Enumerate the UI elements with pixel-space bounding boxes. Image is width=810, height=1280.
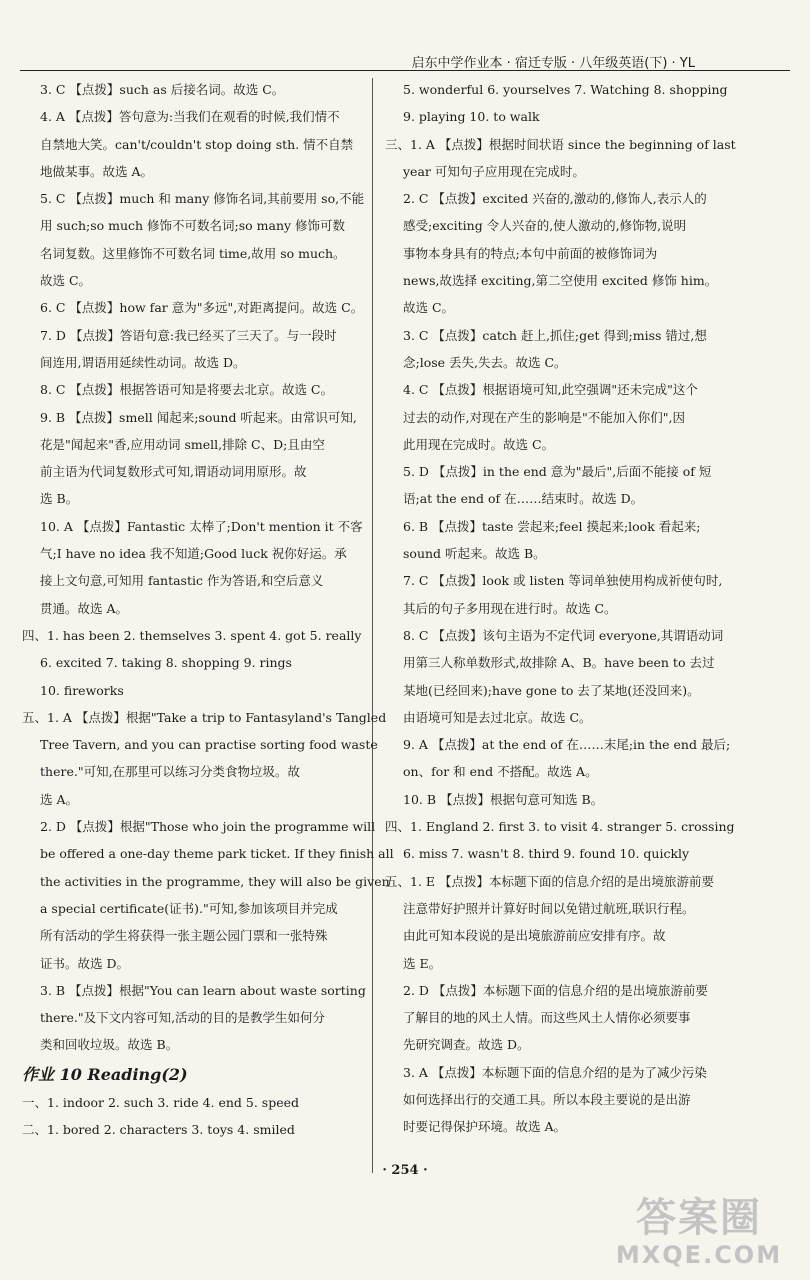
answer-line: 9. A 【点拨】at the end of 在……末尾;in the end 最后; [403, 737, 731, 753]
page-number: · 254 · [382, 1163, 428, 1178]
answer-line: 用 such;so much 修饰不可数名词;so many 修饰可数 [40, 218, 346, 234]
answer-line: 先研究调查。故选 D。 [403, 1037, 530, 1053]
answer-line: 五、1. E 【点拨】本标题下面的信息介绍的是出境旅游前要 [385, 873, 714, 889]
answer-line: 9. playing 10. to walk [403, 109, 540, 125]
watermark-logo [604, 1195, 794, 1275]
answer-line: 某地(已经回来);have gone to 去了某地(还没回来)。 [403, 682, 700, 698]
answer-line: 由此可知本段说的是出境旅游前应安排有序。故 [403, 928, 666, 944]
answer-line: 10. fireworks [40, 682, 124, 698]
answer-line: 故选 C。 [40, 273, 92, 289]
answer-line: 其后的句子多用现在进行时。故选 C。 [403, 600, 617, 616]
answer-line: 事物本身具有的特点;本句中前面的被修饰词为 [403, 245, 658, 261]
answer-line: 此用现在完成时。故选 C。 [403, 436, 555, 452]
answer-line: 5. C 【点拨】much 和 many 修饰名词,其前要用 so,不能 [40, 191, 365, 207]
answer-line: 5. wonderful 6. yourselves 7. Watching 8. shopping [403, 82, 728, 97]
left-column [22, 76, 394, 1143]
answer-line: 间连用,谓语用延续性动词。故选 D。 [40, 354, 246, 370]
answer-line: 6. C 【点拨】how far 意为"多远",对距离提问。故选 C。 [40, 300, 364, 316]
answer-line: 10. A 【点拨】Fantastic 太棒了;Don't mention it 不客 [40, 518, 363, 534]
answer-line: 五、1. A 【点拨】根据"Take a trip to Fantasyland's Tangled [22, 709, 387, 725]
answer-line: 8. C 【点拨】根据答语可知是将要去北京。故选 C。 [40, 382, 333, 398]
answer-line: sound 听起来。故选 B。 [403, 546, 546, 562]
watermark-url: MXQE.COM [615, 1241, 783, 1269]
answer-line: 8. C 【点拨】该句主语为不定代词 everyone,其谓语动词 [403, 627, 724, 643]
answer-line: 3. C 【点拨】such as 后接名词。故选 C。 [40, 82, 285, 97]
answer-line: 由语境可知是去过北京。故选 C。 [403, 709, 592, 725]
answer-line: 感受;exciting 令人兴奋的,使人激动的,修饰物,说明 [403, 218, 687, 234]
answer-line: 了解目的地的风土人情。而这些风土人情你必须要事 [403, 1010, 691, 1026]
answer-line: 选 E。 [403, 955, 442, 971]
answer-line: 三、1. A 【点拨】根据时间状语 since the beginning of last [385, 136, 736, 152]
answer-line: 地做某事。故选 A。 [40, 163, 154, 179]
answer-line: 选 B。 [40, 491, 79, 507]
answer-line: 4. A 【点拨】答句意为:当我们在观看的时候,我们情不 [40, 109, 340, 125]
answer-line: 3. A 【点拨】本标题下面的信息介绍的是为了减少污染 [403, 1064, 707, 1080]
answer-line: 如何选择出行的交通工具。所以本段主要说的是出游 [403, 1091, 691, 1107]
answer-line: 语;at the end of 在……结束时。故选 D。 [403, 491, 644, 507]
answer-line: 所有活动的学生将获得一张主题公园门票和一张特殊 [40, 928, 328, 944]
answer-line: 选 A。 [40, 791, 79, 807]
answer-line: 四、1. has been 2. themselves 3. spent 4. got 5. really [22, 627, 362, 643]
answer-line: 9. B 【点拨】smell 闻起来;sound 听起来。由常识可知, [40, 409, 357, 425]
answer-line: 4. C 【点拨】根据语境可知,此空强调"还未完成"这个 [403, 382, 698, 398]
answer-line: 10. B 【点拨】根据句意可知选 B。 [403, 791, 604, 807]
section-title: 作业 10 Reading(2) [22, 1064, 188, 1084]
answer-line: 接上文句意,可知用 fantastic 作为答语,和空后意义 [40, 573, 324, 589]
answer-line: 用第三人称单数形式,故排除 A、B。have been to 去过 [403, 655, 715, 671]
answer-line: 证书。故选 D。 [40, 955, 129, 971]
answer-line: 6. miss 7. wasn't 8. third 9. found 10. quickly [403, 846, 690, 862]
answer-line: be offered a one-day theme park ticket. If they finish all [40, 846, 394, 862]
watermark-text: 答案圈 [636, 1195, 762, 1241]
answer-line: 过去的动作,对现在产生的影响是"不能加入你们",因 [403, 409, 685, 425]
answer-line: 类和回收垃圾。故选 B。 [40, 1037, 179, 1053]
answer-line: 3. B 【点拨】根据"You can learn about waste sorting [40, 982, 366, 998]
answer-line: 2. D 【点拨】根据"Those who join the programme will [40, 819, 376, 835]
answer-line: 时要记得保护环境。故选 A。 [403, 1119, 567, 1135]
answer-line: a special certificate(证书)."可知,参加该项目并完成 [40, 900, 338, 916]
answer-line: on、for 和 end 不搭配。故选 A。 [403, 764, 598, 780]
answer-line: 名词复数。这里修饰不可数名词 time,故用 so much。 [40, 245, 346, 261]
answer-line: 6. B 【点拨】taste 尝起来;feel 摸起来;look 看起来; [403, 518, 701, 534]
answer-line: 贯通。故选 A。 [40, 600, 129, 616]
answer-line: 2. C 【点拨】excited 兴奋的,激动的,修饰人,表示人的 [403, 191, 707, 207]
answer-line: there."及下文内容可知,活动的目的是教学生如何分 [40, 1010, 326, 1026]
answer-line: 故选 C。 [403, 300, 455, 316]
answer-line: 5. D 【点拨】in the end 意为"最后",后面不能接 of 短 [403, 464, 712, 480]
answer-line: 6. excited 7. taking 8. shopping 9. rings [40, 655, 292, 671]
header-rule [20, 70, 790, 71]
answer-line: 二、1. bored 2. characters 3. toys 4. smiled [22, 1121, 295, 1137]
right-column [385, 76, 736, 1141]
answer-line: 念;lose 丢失,失去。故选 C。 [403, 354, 567, 370]
answer-line: 前主语为代词复数形式可知,谓语动词用原形。故 [40, 464, 307, 480]
answer-line: 一、1. indoor 2. such 3. ride 4. end 5. speed [22, 1094, 300, 1110]
page-header: 启东中学作业本 · 宿迁专版 · 八年级英语(下) · YL [411, 56, 695, 71]
answer-line: there."可知,在那里可以练习分类食物垃圾。故 [40, 764, 301, 780]
answer-line: 2. D 【点拨】本标题下面的信息介绍的是出境旅游前要 [403, 982, 708, 998]
answer-line: 四、1. England 2. first 3. to visit 4. stranger 5. crossing [385, 819, 735, 835]
answer-line: 3. C 【点拨】catch 赶上,抓住;get 得到;miss 错过,想 [403, 327, 707, 343]
answer-line: news,故选择 exciting,第二空使用 excited 修饰 him。 [403, 273, 718, 289]
answer-line: 7. D 【点拨】答语句意:我已经买了三天了。与一段时 [40, 327, 337, 343]
answer-line: 注意带好护照并计算好时间以免错过航班,联识行程。 [403, 900, 695, 916]
answer-line: 7. C 【点拨】look 或 listen 等词单独使用构成祈使句时, [403, 573, 723, 589]
column-divider [372, 78, 373, 1173]
answer-line: 花是"闻起来"香,应用动词 smell,排除 C、D;且由空 [40, 436, 325, 452]
answer-line: the activities in the programme, they will also be given [40, 873, 390, 889]
answer-line: Tree Tavern, and you can practise sorting food waste [40, 737, 378, 753]
answer-line: 气;I have no idea 我不知道;Good luck 祝你好运。承 [40, 546, 347, 562]
answer-line: year 可知句子应用现在完成时。 [403, 163, 585, 179]
answer-line: 自禁地大笑。can't/couldn't stop doing sth. 情不自禁 [40, 136, 354, 152]
